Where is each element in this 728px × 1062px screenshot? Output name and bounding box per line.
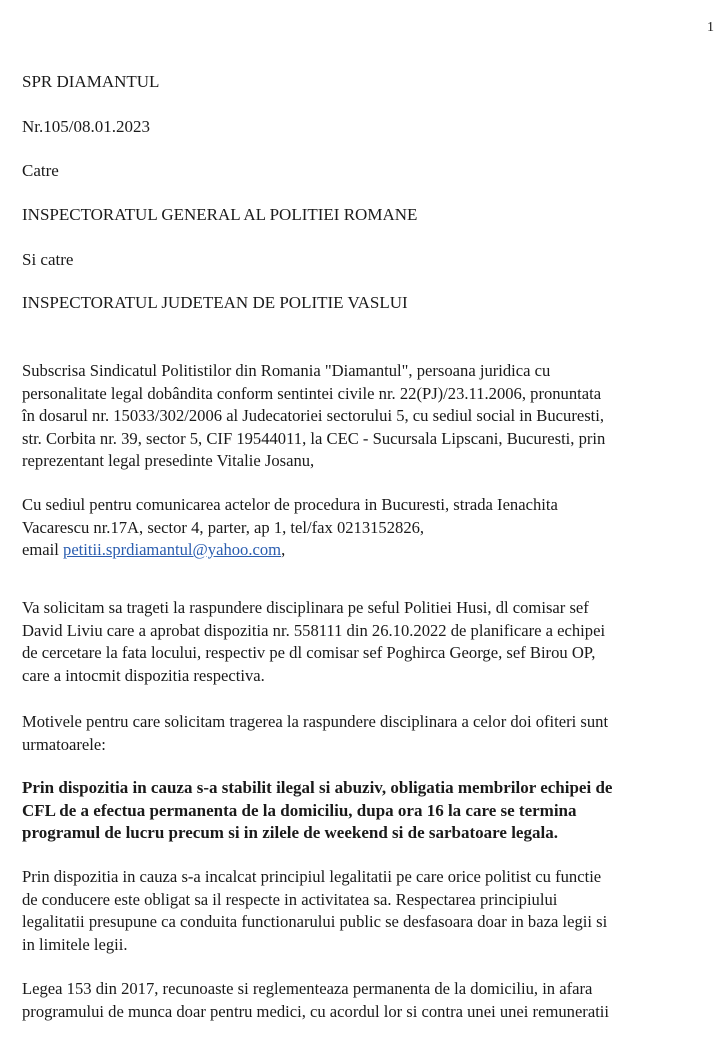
text-line: personalitate legal dobândita conform sentintei civile nr. 22(PJ)/23.11.2006, pronuntata [22, 383, 602, 403]
intro-paragraph [22, 360, 722, 473]
text-line: David Liviu care a aprobat dispozitia nr. 558111 din 26.10.2022 de planificare a echipei [22, 620, 606, 640]
text-line: Va solicitam sa trageti la raspundere disciplinara pe seful Politiei Husi, dl comisar sef [22, 598, 589, 617]
address-paragraph [22, 494, 722, 562]
to-label-2: Si catre [22, 250, 74, 269]
recipient-2: INSPECTORATUL JUDETEAN DE POLITIE VASLUI [22, 293, 408, 312]
text-line: legalitatii presupune ca conduita functionarului public se desfasoara doar in baza legii si [22, 912, 608, 931]
recipient-1: INSPECTORATUL GENERAL AL POLITIEI ROMANE [22, 205, 418, 224]
text-line: programului de munca doar pentru medici, cu acordul lor si contra unei unei remuneratii [22, 1001, 610, 1021]
text-line: Motivele pentru care solicitam tragerea la raspundere disciplinara a celor doi ofiteri sunt [22, 712, 609, 731]
request-paragraph [22, 597, 722, 687]
text-line: în dosarul nr. 15033/302/2006 al Judecatoriei sectorului 5, cu sediul social in Bucuresti, [22, 406, 605, 425]
to-label: Catre [22, 161, 59, 180]
email-line [22, 539, 722, 562]
text-line: in limitele legii. [22, 934, 128, 954]
text-line: Prin dispozitia in cauza s-a incalcat principiul legalitatii pe care orice politist cu functie [22, 867, 602, 886]
text-line: reprezentant legal presedinte Vitalie Josanu, [22, 451, 315, 470]
text-line: Prin dispozitia in cauza s-a stabilit ilegal si abuziv, obligatia membrilor echipei de [22, 778, 613, 797]
reasons-paragraph [22, 711, 722, 756]
email-link[interactable]: petitii.sprdiamantul@yahoo.com [63, 540, 282, 559]
text-line: de cercetare la fata locului, respectiv pe dl comisar sef Poghirca George, sef Birou OP, [22, 643, 596, 662]
bold-statement [22, 777, 722, 845]
email-prefix: email [22, 540, 64, 559]
law-paragraph [22, 978, 722, 1023]
email-suffix: , [281, 540, 286, 559]
text-line: de conducere este obligat sa il respecte in activitatea sa. Respectarea principiului [22, 889, 558, 909]
text-line: Legea 153 din 2017, recunoaste si reglementeaza permanenta de la domiciliu, in afara [22, 979, 593, 998]
text-line: CFL de a efectua permanenta de la domiciliu, dupa ora 16 la care se termina [22, 800, 577, 820]
text-line: Subscrisa Sindicatul Politistilor din Romania "Diamantul", persoana juridica cu [22, 361, 551, 380]
legality-paragraph [22, 866, 722, 956]
text-line: care a intocmit dispozitia respectiva. [22, 665, 265, 685]
text-line: urmatoarele: [22, 734, 106, 754]
text-line: Vacarescu nr.17A, sector 4, parter, ap 1, tel/fax 0213152826, [22, 517, 425, 537]
text-line: str. Corbita nr. 39, sector 5, CIF 19544011, la CEC - Sucursala Lipscani, Bucuresti, prin [22, 428, 606, 448]
sender-name: SPR DIAMANTUL [22, 72, 160, 91]
text-line: Cu sediul pentru comunicarea actelor de procedura in Bucuresti, strada Ienachita [22, 495, 558, 514]
page-number: 1 [707, 20, 714, 35]
reference-number: Nr.105/08.01.2023 [22, 117, 150, 136]
text-line: programul de lucru precum si in zilele de weekend si de sarbatoare legala. [22, 823, 558, 842]
